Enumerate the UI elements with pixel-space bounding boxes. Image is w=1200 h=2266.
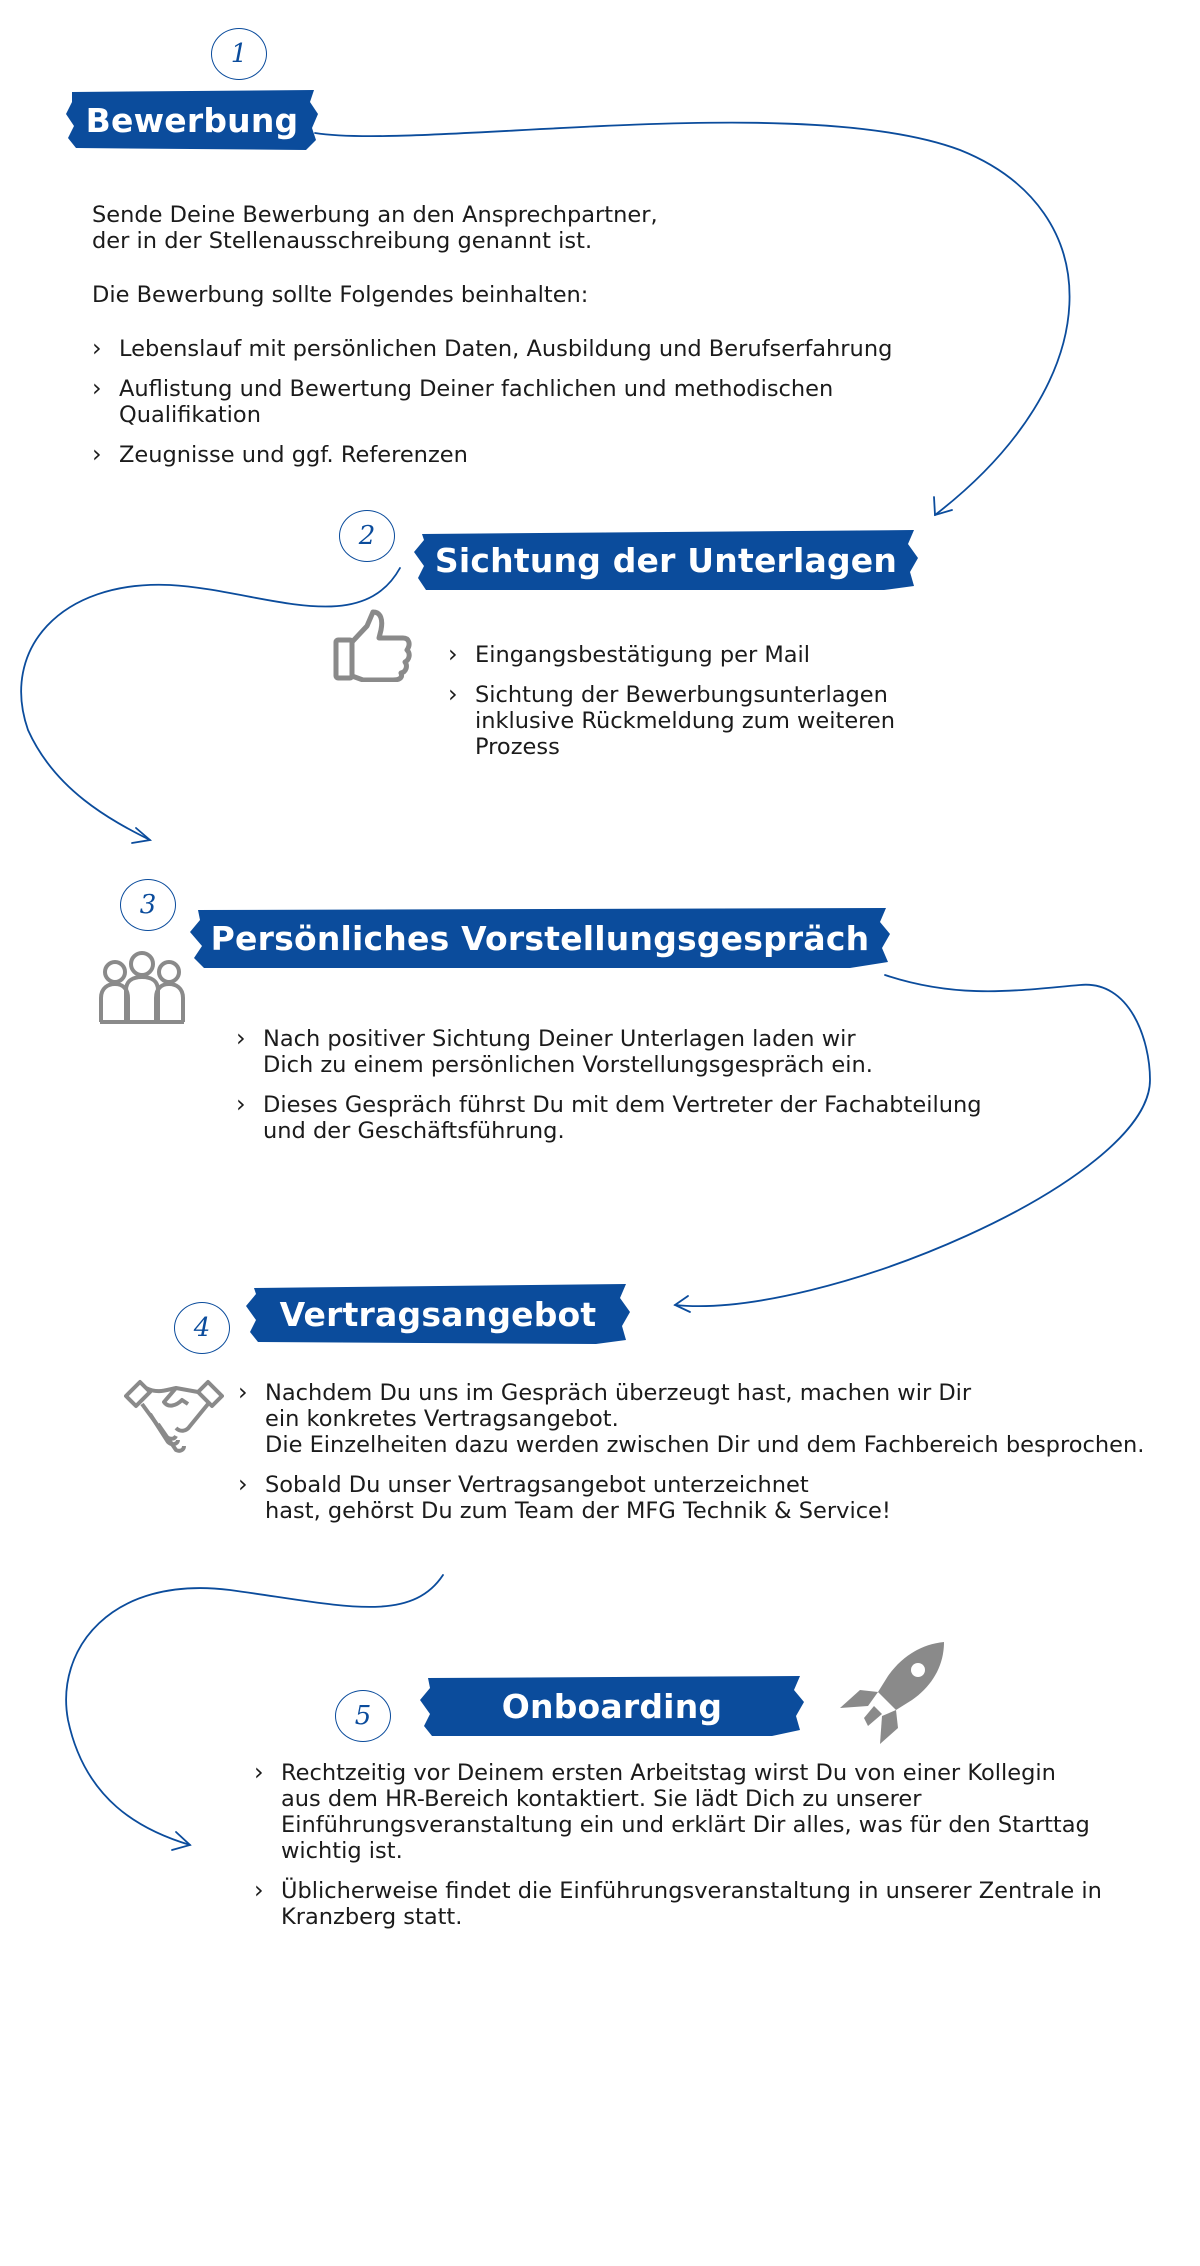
step-5-number: 5 — [335, 1690, 391, 1742]
rocket-icon — [838, 1640, 948, 1744]
list-item: › Lebenslauf mit persönlichen Daten, Ausbildung und Berufserfahrung — [92, 336, 992, 362]
step-2-number: 2 — [339, 510, 395, 562]
step-1-lead: Die Bewerbung sollte Folgendes beinhalten: — [92, 282, 589, 308]
list-item: › Sichtung der Bewerbungsunterlagen inklusive Rückmeldung zum weiteren Prozess — [448, 682, 1008, 760]
step-2-title: Sichtung der Unterlagen — [434, 540, 898, 580]
list-item: › Sobald Du unser Vertragsangebot unterzeichnet hast, gehörst Du zum Team der MFG Technik & Service! — [238, 1472, 1198, 1524]
step-3-banner — [190, 906, 890, 970]
list-item: › Zeugnisse und ggf. Referenzen — [92, 442, 992, 468]
list-item: › Rechtzeitig vor Deinem ersten Arbeitstag wirst Du von einer Kollegin aus dem HR-Bereich kontaktiert. Sie lädt Dich zu unserer Einführungsveranstaltung ein und erklärt Dir alles, was für den Starttag wichtig ist. — [254, 1760, 1184, 1864]
thumbs-up-icon — [333, 608, 413, 682]
step-1-banner — [66, 88, 318, 152]
step-1-list — [92, 336, 992, 482]
list-item: › Dieses Gespräch führst Du mit dem Vertreter der Fachabteilung und der Geschäftsführung. — [236, 1092, 1056, 1144]
step-4-number: 4 — [174, 1302, 230, 1354]
step-4-list — [238, 1380, 1198, 1538]
handshake-icon — [124, 1374, 224, 1454]
list-item: › Eingangsbestätigung per Mail — [448, 642, 1008, 668]
step-4-title: Vertragsangebot — [279, 1294, 597, 1334]
step-5-list — [254, 1760, 1184, 1944]
list-item: › Nachdem Du uns im Gespräch überzeugt hast, machen wir Dir ein konkretes Vertragsangebot. Die Einzelheiten dazu werden zwischen Dir und dem Fachbereich besprochen. — [238, 1380, 1198, 1458]
list-item: › Nach positiver Sichtung Deiner Unterlagen laden wir Dich zu einem persönlichen Vorstellungsgespräch ein. — [236, 1026, 1056, 1078]
step-3-list — [236, 1026, 1056, 1158]
step-1-number: 1 — [211, 28, 267, 80]
step-3-number: 3 — [120, 879, 176, 931]
step-5-title: Onboarding — [501, 1686, 723, 1726]
arrowhead-3 — [675, 1296, 690, 1312]
step-5-banner — [420, 1674, 804, 1738]
step-1-intro: Sende Deine Bewerbung an den Ansprechpartner, der in der Stellenausschreibung genannt ist. — [92, 202, 658, 254]
arrowhead-1 — [934, 497, 952, 515]
group-people-icon — [98, 950, 186, 1024]
step-1-title: Bewerbung — [85, 100, 299, 140]
arrowhead-4 — [172, 1832, 190, 1850]
list-item: › Üblicherweise findet die Einführungsveranstaltung in unserer Zentrale in Kranzberg statt. — [254, 1878, 1184, 1930]
step-2-list — [448, 642, 1008, 774]
step-4-banner — [246, 1282, 630, 1346]
step-2-banner — [414, 528, 918, 592]
step-3-title: Persönliches Vorstellungsgespräch — [210, 918, 870, 958]
list-item: › Auflistung und Bewertung Deiner fachlichen und methodischen Qualifikation — [92, 376, 992, 428]
